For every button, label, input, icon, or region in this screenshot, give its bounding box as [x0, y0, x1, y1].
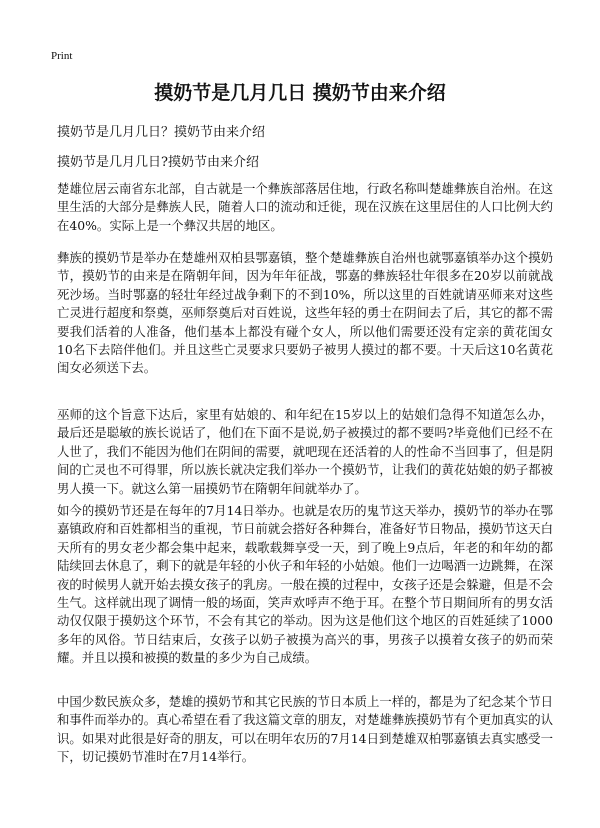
print-link[interactable]: Print [51, 50, 73, 62]
page-title: 摸奶节是几月几日 摸奶节由来介绍 [154, 82, 446, 104]
paragraph-conclusion: 中国少数民族众多，楚雄的摸奶节和其它民族的节日本质上一样的，都是为了纪念某个节日和事件而举办的。真心希望在看了我这篇文章的朋友，对楚雄彝族摸奶节有个更加真实的认识。如果对此很是好奇的朋友，可以在明年农历的7月14日到楚雄双柏鄂嘉镇去真实感受一下，切记摸奶节准时在7月14举行。 [57, 694, 553, 765]
paragraph-decision: 巫师的这个旨意下达后，家里有姑娘的、和年纪在15岁以上的姑娘们急得不知道怎么办，最后还是聪敏的族长说话了，他们在下面不是说,奶子被摸过的都不要吗?毕竟他们已经不在人世了，我们不能因为他们在阴间的需要，就吧现在还活着的人的性命不当回事了，但是阴间的亡灵也不可得罪，所以族长就决定我们举办一个摸奶节，让我们的黄花姑娘的奶子都被男人摸一下。就这么第一届摸奶节在隋朝年间就举办了。 [57, 407, 553, 496]
article-subtitle-repeat: 摸奶节是几月几日?摸奶节由来介绍 [57, 155, 259, 170]
paragraph-festival-today: 如今的摸奶节还是在每年的7月14日举办。也就是农历的鬼节这天举办，摸奶节的举办在鄂嘉镇政府和百姓都相当的重视，节日前就会搭好各种舞台，准备好节日物品，摸奶节这天白天所有的男女老少都会集中起来，载歌载舞享受一天，到了晚上9点后，年老的和年幼的都陆续回去休息了，剩下的就是年轻的小伙子和年轻的小姑娘。他们一边喝酒一边跳舞，在深夜的时候男人就开始去摸女孩子的乳房。一般在摸的过程中，女孩子还是会躲避，但是不会生气。这样就出现了调情一般的场面，笑声欢呼声不绝于耳。在整个节日期间所有的男女活动仅仅限于摸奶这个环节，不会有其它的举动。因为这是他们这个地区的百姓延续了1000多年的风俗。节日结束后，女孩子以奶子被摸为高兴的事，男孩子以摸着女孩子的奶而荣耀。并且以摸和被摸的数量的多少为自己成绩。 [57, 503, 553, 666]
article-subtitle: 摸奶节是几月几日？摸奶节由来介绍 [57, 125, 266, 140]
paragraph-intro: 楚雄位居云南省东北部，自古就是一个彝族部落居住地，行政名称叫楚雄彝族自治州。在这里生活的大部分是彝族人民，随着人口的流动和迁徙，现在汉族在这里居住的人口比例大约在40%。实际上是一个彝汉共居的地区。 [57, 181, 553, 233]
paragraph-origin: 彝族的摸奶节是举办在楚雄州双柏县鄂嘉镇，整个楚雄彝族自治州也就鄂嘉镇举办这个摸奶节，摸奶节的由来是在隋朝年间，因为年年征战，鄂嘉的彝族轻壮年很多在20岁以前就战死沙场。当时鄂嘉的轻壮年经过战争剩下的不到10%，所以这里的百姓就请巫师来对这些亡灵进行超度和祭奠，巫师祭奠后对百姓说，这些年轻的勇士在阴间去了后，其它的都不需要我们活着的人准备，他们基本上都没有碰个女人，所以他们需要还没有定亲的黄花闺女10名下去陪伴他们。并且这些亡灵要求只要奶子被男人摸过的都不要。十天后这10名黄花闺女必须送下去。 [57, 250, 553, 376]
